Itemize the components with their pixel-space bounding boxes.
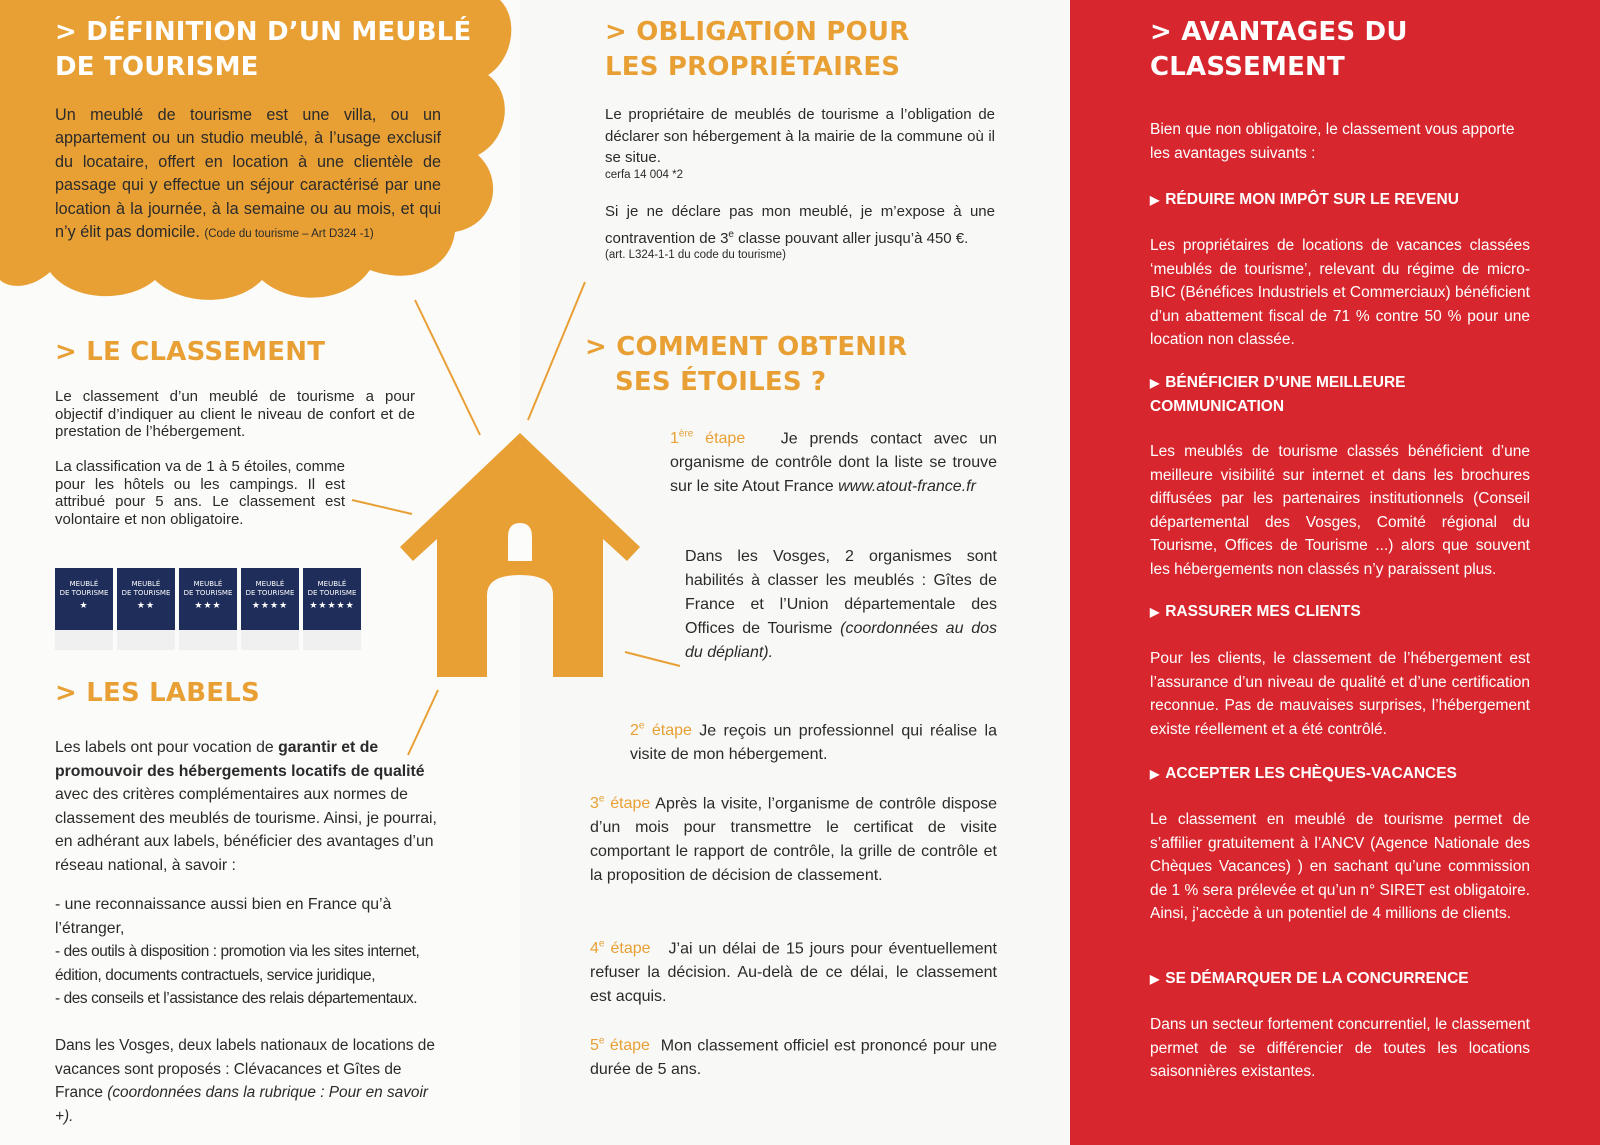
badge-footer: [179, 630, 237, 650]
etoiles-title: [585, 330, 907, 400]
step-2-num: 2: [630, 722, 639, 740]
panel-right: [1070, 0, 1600, 1145]
avantage-2-text: Les meublés de tourisme classés bénéficient d’une meilleure visibilité sur internet et dans les brochures diffusées par les partenaires institutionnels (Conseil départemental des Vosges, Comité régional du Tourisme, Offices de Tourisme ...) alors que souvent les hébergements non classés n’y paraissent plus.: [1150, 443, 1530, 578]
badge-3-stars: [179, 568, 237, 650]
labels-item3: - des conseils et l’assistance des relais départementaux.: [55, 990, 418, 1007]
avantage-4-heading-text: ACCEPTER LES CHÈQUES-VACANCES: [1165, 765, 1457, 782]
step-4-word: étape: [604, 940, 651, 958]
caret-right-icon: ▶: [1150, 193, 1160, 207]
step-5-text: Mon classement officiel est prononcé pour une durée de 5 ans.: [590, 1037, 998, 1079]
avantage-2-heading-text: BÉNÉFICIER D’UNE MEILLEURE COMMUNICATION: [1150, 374, 1406, 415]
obligation-title-line1: > OBLIGATION POUR: [605, 17, 910, 47]
badge-footer: [303, 630, 361, 650]
obligation-title: [605, 15, 909, 85]
badge-line2: DE TOURISME: [59, 589, 109, 597]
avantage-1-heading-text: RÉDUIRE MON IMPÔT SUR LE REVENU: [1165, 191, 1459, 208]
badge-footer: [55, 630, 113, 650]
step-5-num: 5: [590, 1037, 599, 1055]
definition-body: [55, 104, 441, 244]
classement-badges: [55, 568, 365, 650]
obligation-para1: Le propriétaire de meublés de tourisme a l’obligation de déclarer son hébergement à la mairie de la commune où il se situe.: [605, 106, 995, 166]
classement-title: > LE CLASSEMENT: [55, 337, 326, 367]
avantage-1-text: Les propriétaires de locations de vacances classées ‘meublés de tourisme’, relevant du régime de micro-BIC (Bénéfices Industriels et Commerciaux) bénéficient d’un abattement fiscal de 71 % contre 50 % pour une location non classée.: [1150, 237, 1530, 348]
caret-right-icon: ▶: [1150, 605, 1160, 619]
labels-item2: - des outils à disposition : promotion via les sites internet, édition, documents contractuels, service juridique,: [55, 943, 420, 984]
step-4: [590, 933, 997, 1009]
star-icon: ★: [79, 601, 89, 611]
avantage-3-heading: [1150, 600, 1530, 624]
step-1-word: étape: [693, 430, 746, 448]
house-icon: [395, 425, 645, 685]
step-2: [630, 715, 997, 767]
obligation-para2: [605, 200, 995, 250]
step-3-word: étape: [604, 795, 651, 813]
badge-line2: DE TOURISME: [245, 589, 295, 597]
labels-intro-a: Les labels ont pour vocation de: [55, 739, 279, 756]
step-3: [590, 788, 997, 888]
labels-outro: [55, 1034, 450, 1128]
step-1-text: Je prends contact avec un organisme de contrôle dont la liste se trouve sur le site Atout France: [670, 430, 998, 496]
avantages-title-line1: > AVANTAGES DU: [1150, 17, 1408, 47]
badge-line2: DE TOURISME: [121, 589, 171, 597]
avantage-4-text: Le classement en meublé de tourisme permet de s’affilier gratuitement à l’ANCV (Agence Nationale des Chèques Vacances) ) en sachant qu’une commission de 1 % sera prélevée et qu’un n° SIRET est obligatoire. Ainsi, j’accède à un potentiel de 4 millions de clients.: [1150, 811, 1530, 922]
step-1-link: www.atout-france.fr: [838, 478, 976, 496]
avantage-5-text: Dans un secteur fortement concurrentiel, le classement permet de se différencier de toutes les locations saisonnières existantes.: [1150, 1016, 1530, 1080]
definition-source: (Code du tourisme – Art D324 -1): [204, 228, 374, 241]
avantages-title-line2: CLASSEMENT: [1150, 52, 1345, 82]
step-4-label: [590, 940, 651, 957]
step-1-label: [670, 430, 745, 447]
avantages-title: [1150, 15, 1408, 85]
labels-outro-a: Dans les Vosges, deux labels nationaux de locations de vacances sont proposés : Clévacances et Gîtes de France: [55, 1037, 435, 1101]
obligation-cerfa: cerfa 14 004 *2: [605, 169, 684, 181]
avantage-1-heading: [1150, 188, 1530, 212]
obligation-para2-a: Si je ne déclare pas mon meublé, je m’expose à une contravention de 3: [605, 203, 995, 247]
badge-4-stars: [241, 568, 299, 650]
step-2-word: étape: [644, 722, 692, 740]
badge-line2: DE TOURISME: [183, 589, 233, 597]
caret-right-icon: ▶: [1150, 972, 1160, 986]
step-5-label: [590, 1037, 650, 1054]
step-5-word: étape: [604, 1037, 650, 1055]
badge-footer: [117, 630, 175, 650]
step-3-label: [590, 795, 650, 812]
step-2-text: Je reçois un professionnel qui réalise la visite de mon hébergement.: [630, 722, 997, 764]
step-1-detail: [685, 545, 997, 665]
avantage-3-text: Pour les clients, le classement de l’hébergement est l’assurance d’un niveau de qualité et d’une certification reconnue. Pas de mauvaises surprises, l’hébergement existe réellement et a été contrôlé.: [1150, 650, 1530, 738]
step-5-sup: e: [598, 1036, 605, 1047]
labels-intro: [55, 736, 445, 877]
avantages-intro: Bien que non obligatoire, le classement vous apporte les avantages suivants :: [1150, 121, 1515, 162]
etoiles-title-line1: > COMMENT OBTENIR: [585, 332, 908, 362]
classement-para1: Le classement d’un meublé de tourisme a pour objectif d’indiquer au client le niveau de confort et de prestation de l’hébergement.: [55, 388, 415, 440]
badge-line2: DE TOURISME: [307, 589, 357, 597]
avantage-3-heading-text: RASSURER MES CLIENTS: [1165, 603, 1361, 620]
caret-right-icon: ▶: [1150, 376, 1160, 390]
labels-intro-bold: garantir et de promouvoir des hébergements locatifs de qualité: [55, 739, 425, 780]
step-1-detail-text: Dans les Vosges, 2 organismes sont habilités à classer les meublés : Gîtes de France et l’Union départementale des Offices de Tourisme: [685, 548, 997, 637]
avantage-5-heading-text: SE DÉMARQUER DE LA CONCURRENCE: [1165, 970, 1469, 987]
star-icon: ★★★★★: [309, 601, 355, 611]
obligation-ref: (art. L324-1-1 du code du tourisme): [605, 249, 786, 261]
star-icon: ★★: [136, 601, 156, 611]
definition-title: [55, 15, 495, 85]
step-4-num: 4: [590, 940, 599, 958]
labels-intro-b: avec des critères complémentaires aux normes de classement des meublés de tourisme. Ainsi, je pourrai, en adhérant aux labels, bénéficier des avantages d’un réseau national, à savoir :: [55, 786, 437, 874]
avantage-5-heading: [1150, 967, 1530, 991]
obligation-title-line2: LES PROPRIÉTAIRES: [605, 52, 901, 82]
step-3-num: 3: [590, 795, 599, 813]
step-3-text: Après la visite, l’organisme de contrôle dispose d’un mois pour transmettre le certificat de visite comportant le rapport de contrôle, la grille de contrôle et la proposition de décision de classement.: [590, 795, 998, 885]
badge-line1: MEUBLÉ: [255, 580, 285, 588]
labels-outro-italic: (coordonnées dans la rubrique : Pour en savoir +).: [55, 1084, 429, 1125]
obligation-para2-sup: e: [728, 229, 734, 240]
badge-2-stars: [117, 568, 175, 650]
labels-item1: - une reconnaissance aussi bien en France qu’à l’étranger,: [55, 896, 392, 937]
badge-line1: MEUBLÉ: [317, 580, 347, 588]
step-2-label: [630, 722, 692, 739]
badge-footer: [241, 630, 299, 650]
step-4-text: J’ai un délai de 15 jours pour éventuellement refuser la décision. Au-delà de ce délai, le classement est acquis.: [590, 940, 997, 1006]
step-5: [590, 1030, 997, 1082]
caret-right-icon: ▶: [1150, 767, 1160, 781]
step-3-sup: e: [598, 794, 605, 805]
definition-title-line2: DE TOURISME: [55, 52, 259, 82]
definition-text: Un meublé de tourisme est une villa, ou un appartement ou un studio meublé, à l’usage exclusif du locataire, offert en location à une clientèle de passage qui y effectue un séjour caractérisé par une location à la journée, à la semaine ou au mois, et qui n’y élit pas domicile.: [55, 106, 441, 242]
step-1-num: 1: [670, 430, 679, 448]
obligation-para2-b: classe pouvant aller jusqu’à 450 €.: [733, 230, 969, 247]
avantage-4-heading: [1150, 762, 1530, 786]
step-4-sup: e: [598, 939, 605, 950]
avantage-2-heading: [1150, 371, 1530, 418]
star-icon: ★★★★: [251, 601, 289, 611]
step-1: [670, 423, 997, 499]
step-2-sup: e: [638, 721, 645, 732]
badge-5-stars: [303, 568, 361, 650]
badge-line1: MEUBLÉ: [193, 580, 223, 588]
etoiles-title-line2: SES ÉTOILES ?: [615, 367, 827, 397]
step-1-sup: ère: [678, 429, 694, 440]
definition-title-line1: > DÉFINITION D’UN MEUBLÉ: [55, 17, 472, 47]
badge-line1: MEUBLÉ: [69, 580, 99, 588]
labels-title: > LES LABELS: [55, 678, 260, 708]
star-icon: ★★★: [194, 601, 222, 611]
classement-para2: La classification va de 1 à 5 étoiles, comme pour les hôtels ou les campings. Il est attribué pour 5 ans. Le classement est volontaire et non obligatoire.: [55, 458, 345, 528]
badge-line1: MEUBLÉ: [131, 580, 161, 588]
step-1-detail-italic: (coordonnées au dos du dépliant).: [685, 620, 998, 661]
badge-1-star: [55, 568, 113, 650]
